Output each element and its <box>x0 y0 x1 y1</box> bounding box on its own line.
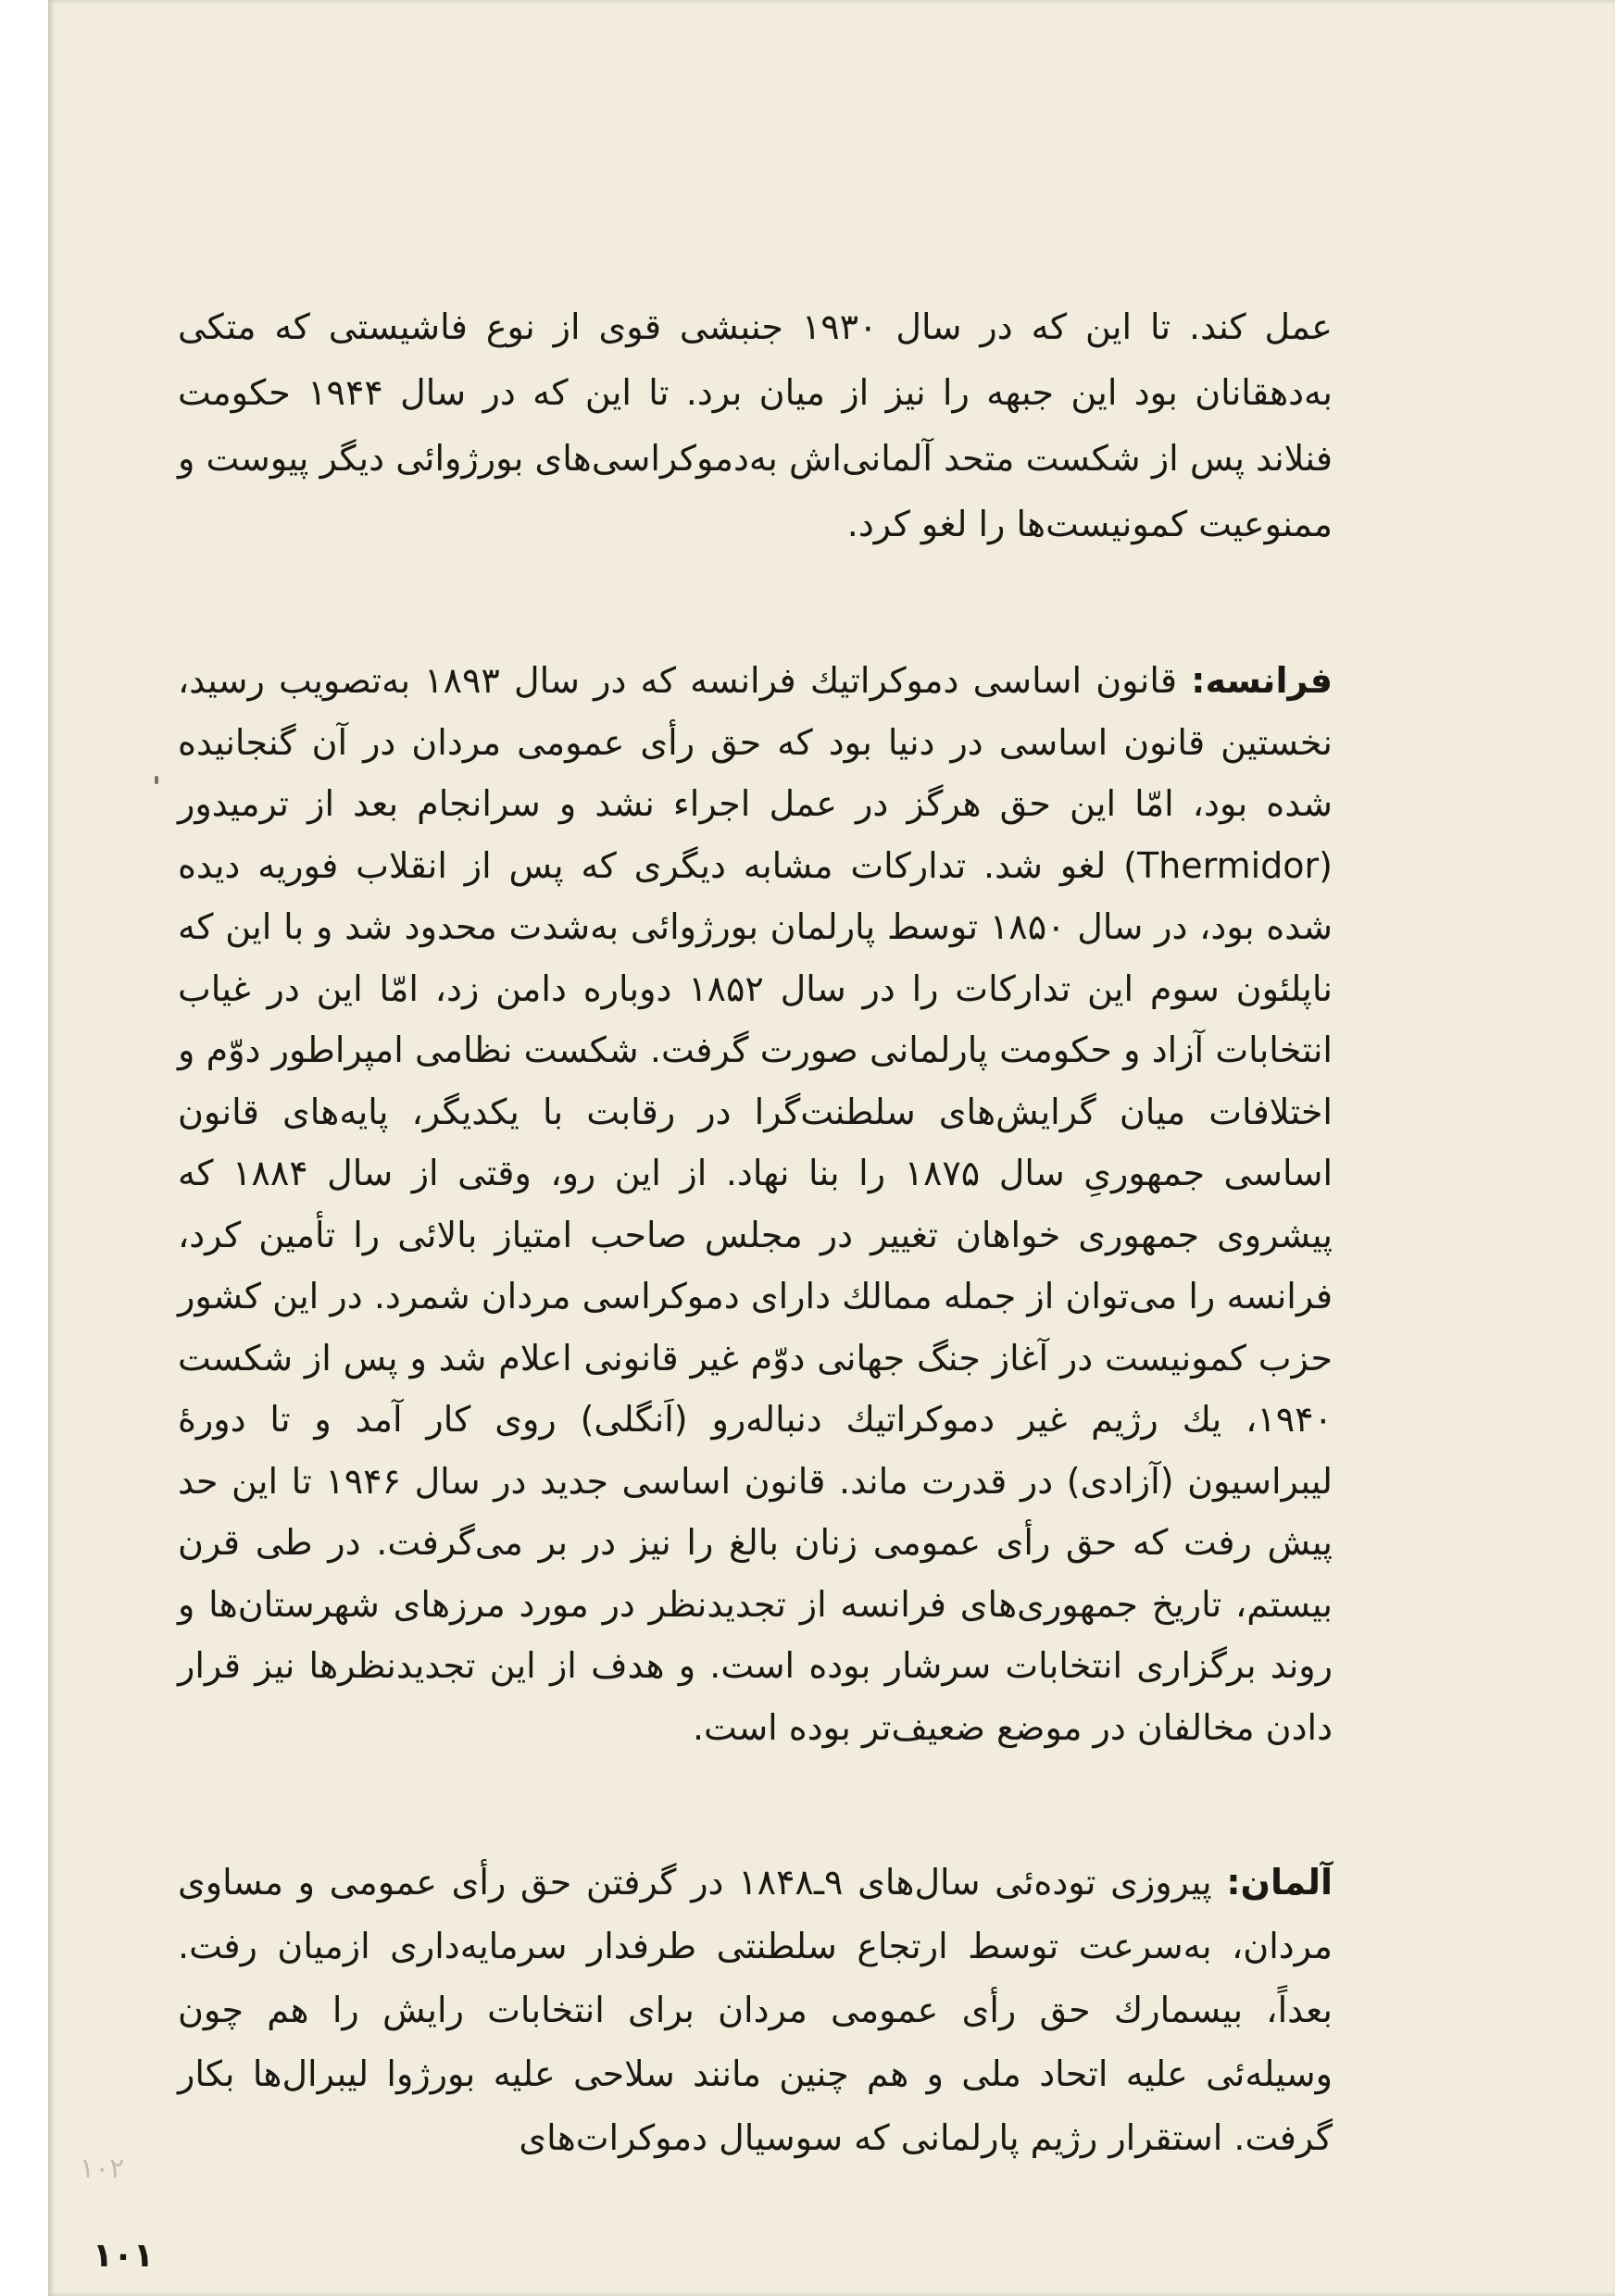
paragraph-text: قانون اساسی دموکراتیك فرانسه که در سال ۱۸۹۳ به‌تصویب رسید، نخستین قانون اساسی در دنیا بود که حق رأی عمومی مردان در آن گنجانیده شده بود، امّا این حق هرگز در عمل اجراء نشد و سرانجام بعد از ترمیدور (Thermidor) لغو شد. تدارکات مشابه دیگری که پس از انقلاب فوریه دیده شده بود، در سال ۱۸۵۰ توسط پارلمان بورژوائی به‌شدت محدود شد و با این که ناپلئون سوم این تدارکات را در سال ۱۸۵۲ دوباره دامن زد، امّا این در غیاب انتخابات آزاد و حکومت پارلمانی صورت گرفت. شکست نظامی امپراطور دوّم و اختلافات میان گرایش‌های سلطنت‌گرا در رقابت با یکدیگر، پایه‌های قانون اساسی جمهوریِ سال ۱۸۷۵ را بنا نهاد. از این رو، وقتی از سال ۱۸۸۴ که پیشروی جمهوری خواهان تغییر در مجلس صاحب امتیاز بالائی را تأمین کرد، فرانسه را می‌توان از جمله ممالك دارای دموکراسی مردان شمرد. در این کشور حزب کمونیست در آغاز جنگ جهانی دوّم غیر قانونی اعلام شد و پس از شکست ۱۹۴۰، یك رژیم غیر دموکراتیك دنباله‌رو (اَنگلی) روی کار آمد و تا دورۀ لیبراسیون (آزادی) در قدرت ماند. قانون اساسی جدید در سال ۱۹۴۶ تا این حد پیش رفت که حق رأی عمومی زنان بالغ را نیز در بر می‌گرفت. در طی قرن بیستم، تاریخ جمهوری‌های فرانسه از تجدیدنظر در مورد مرزهای شهرستان‌ها و روند برگزاری انتخابات سرشار بوده است. و هدف از این تجدیدنظرها نیز قرار دادن مخالفان در موضع ضعیف‌تر بوده است. <box>178 660 1333 1748</box>
paragraph-text: پیروزی توده‌ئی سال‌های ۹ـ۱۸۴۸ در گرفتن حق رأی عمومی و مساوی مردان، به‌سرعت توسط ارتجاع سلطنتی طرفدار سرمایه‌داری ازمیان رفت. بعداً، بیسمارك حق رأی عمومی مردان برای انتخابات رایش را هم چون وسیله‌ئی علیه اتحاد ملی و هم چنین مانند سلاحی علیه بورژوا لیبرال‌ها بکار گرفت. استقرار رژیم پارلمانی که سوسیال دموکرات‌های <box>178 1862 1333 2158</box>
ink-speck <box>155 776 158 784</box>
paragraph-lead-germany: آلمان: <box>1226 1862 1333 1903</box>
scan-background <box>0 0 48 2296</box>
paragraph-finland-end <box>178 294 1333 557</box>
paragraph-lead-france: فرانسه: <box>1191 660 1333 701</box>
page-number: ۱۰۱ <box>93 2237 154 2275</box>
paragraph-text: عمل کند. تا این که در سال ۱۹۳۰ جنبشی قوی از نوع فاشیستی که متکی به‌دهقانان بود این جبهه را نیز از میان برد. تا این که در سال ۱۹۴۴ حکومت فنلاند پس از شکست متحد آلمانی‌اش به‌دموکراسی‌های بورژوائی دیگر پیوست و ممنوعیت کمونیست‌ها را لغو کرد. <box>178 306 1333 544</box>
margin-annotation: ۱۰۲ <box>80 2152 125 2185</box>
body-text <box>178 294 1333 2170</box>
paragraph-germany <box>178 1851 1333 2170</box>
paragraph-france <box>178 650 1333 1758</box>
